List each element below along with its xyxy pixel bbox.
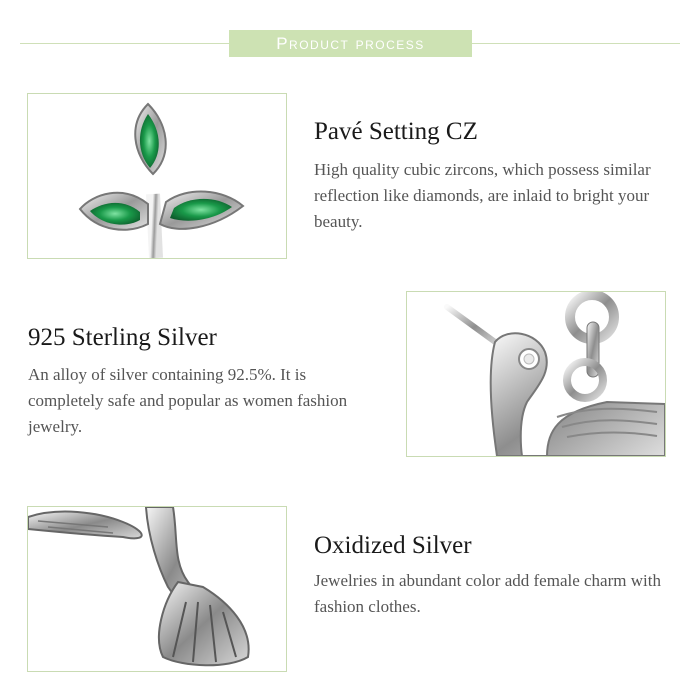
section-title-silver: 925 Sterling Silver xyxy=(28,324,217,351)
header-line-left xyxy=(20,43,230,44)
header-title: Product process xyxy=(276,33,425,53)
product-image-hummingbird-head xyxy=(406,291,666,457)
section-title-pave: Pavé Setting CZ xyxy=(314,118,478,145)
product-image-hummingbird-tail xyxy=(27,506,287,672)
section-desc-silver: An alloy of silver containing 92.5%. It is completely safe and popular as women fashion jewelry. xyxy=(28,365,348,436)
header-badge xyxy=(229,30,472,57)
header-line-right xyxy=(472,43,680,44)
hummingbird-head-illustration xyxy=(407,292,665,456)
leaf-charm-illustration xyxy=(28,94,286,258)
section-desc-oxidized: Jewelries in abundant color add female charm with fashion clothes. xyxy=(314,571,661,616)
product-image-leaf xyxy=(27,93,287,259)
hummingbird-tail-illustration xyxy=(28,507,286,671)
section-title-oxidized: Oxidized Silver xyxy=(314,532,472,559)
section-desc-pave: High quality cubic zircons, which possess similar reflection like diamonds, are inlaid to bright your beauty. xyxy=(314,160,651,231)
